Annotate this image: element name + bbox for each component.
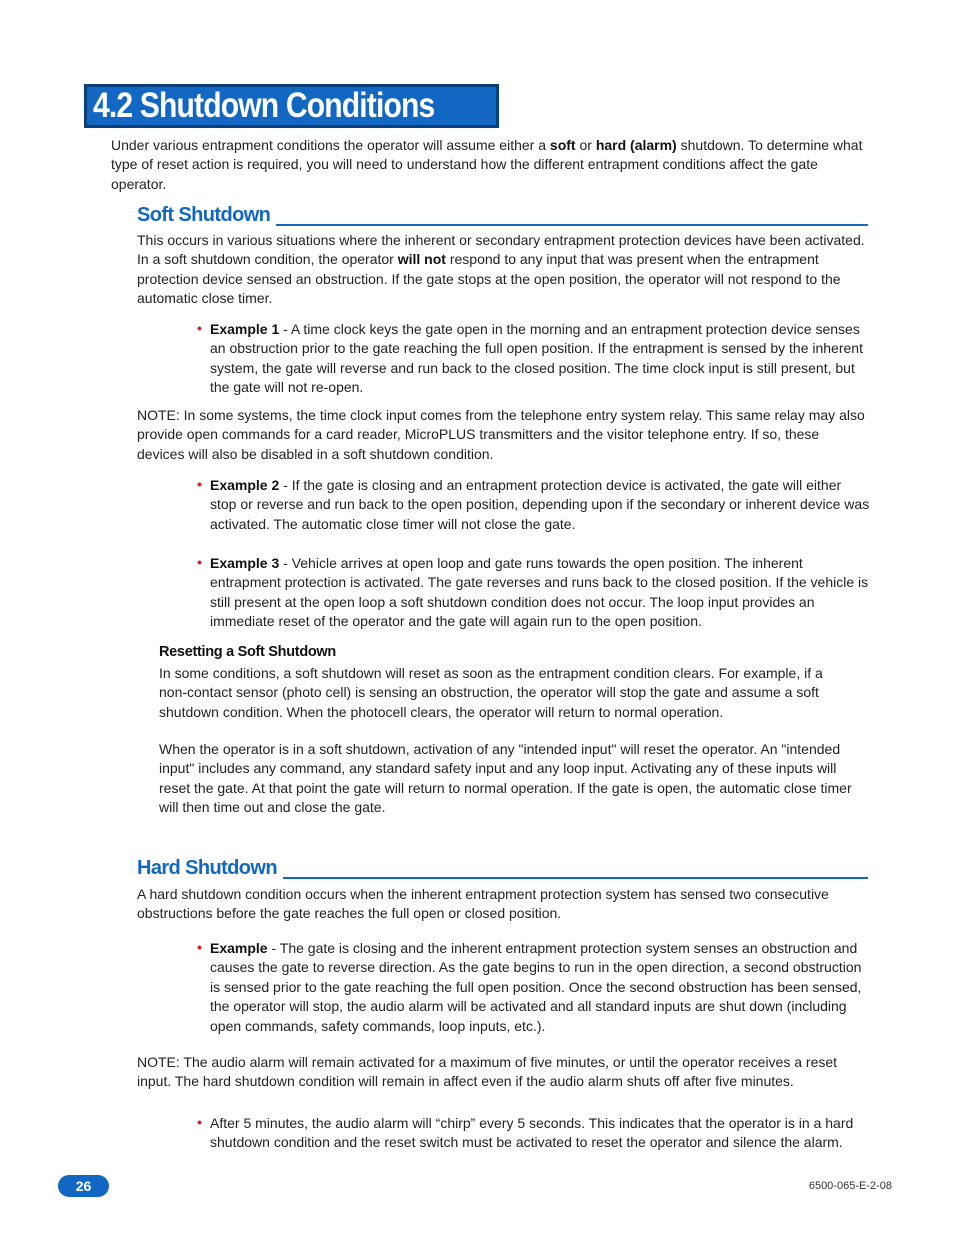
example-2-text: - If the gate is closing and an entrapment protection device is activated, the gate will either stop or reverse and run back to the open position, depending upon if the secondary or inherent device was activated. The automatic close timer will not close the gate. xyxy=(210,477,870,532)
soft-shutdown-paragraph xyxy=(137,231,867,309)
bullet-icon: • xyxy=(197,476,202,492)
hard-example-label: Example xyxy=(210,940,268,956)
example-1-text: - A time clock keys the gate open in the morning and an entrapment protection device senses an obstruction prior to the gate reaching the full open position. If the entrapment is sensed by the inherent system, the gate will reverse and run back to the closed position. The time clock input is still present, but the gate will not re-open. xyxy=(210,321,863,396)
bullet-icon: • xyxy=(197,939,202,955)
example-2 xyxy=(210,476,870,534)
reset-paragraph-1: In some conditions, a soft shutdown will reset as soon as the entrapment condition clears. For example, if a non-contact sensor (photo cell) is sensing an obstruction, the operator will stop the gate and assume a soft shutdown condition. When the photocell clears, the operator will return to normal operation. xyxy=(159,665,823,720)
soft-shutdown-heading-text: Soft Shutdown xyxy=(137,204,276,227)
bullet-icon: • xyxy=(197,1114,202,1130)
note-audio-alarm: NOTE: The audio alarm will remain activated for a maximum of five minutes, or until the operator receives a reset input. The hard shutdown condition will remain in affect even if the audio alarm shuts off after five minutes. xyxy=(137,1054,838,1090)
reset-paragraph-2: When the operator is in a soft shutdown, activation of any "intended input" will reset the operator. An "intended input" includes any command, any standard safety input and any loop input. Activating any of these inputs will reset the gate. At that point the gate will return to normal operation. If the gate is open, the automatic close timer will then time out and close the gate. xyxy=(159,741,852,816)
example-2-label: Example 2 xyxy=(210,477,280,493)
example-1-label: Example 1 xyxy=(210,321,280,337)
intro-text: shutdown. To determine what type of reset action is required, you will need to understand how the different entrapment conditions affect the gate operator. xyxy=(111,137,863,192)
example-3-label: Example 3 xyxy=(210,555,280,571)
note-time-clock: NOTE: In some systems, the time clock input comes from the telephone entry system relay. This same relay may also provide open commands for a card reader, MicroPLUS transmitters and the visitor telephone entry. If so, these devices will also be disabled in a soft shutdown condition. xyxy=(137,407,865,462)
page-number-badge xyxy=(58,1175,109,1197)
will-not-emphasis: will not xyxy=(397,251,446,268)
document-code: 6500-065-E-2-08 xyxy=(808,1180,892,1192)
intro-paragraph xyxy=(111,136,871,194)
intro-text: or xyxy=(575,137,596,153)
hard-shutdown-heading-text: Hard Shutdown xyxy=(137,857,283,880)
soft-shutdown-heading xyxy=(137,202,868,226)
page-number: 26 xyxy=(75,1178,92,1194)
page-title: 4.2 Shutdown Conditions xyxy=(93,86,435,125)
example-1 xyxy=(210,320,868,398)
example-3-text: - Vehicle arrives at open loop and gate runs towards the open position. The inherent entrapment protection is activated. The gate reverses and runs back to the closed position. If the vehicle is still present at the open loop a soft shutdown condition does not occur. The loop input provides an immediate reset of the operator and the gate will again run to the open position. xyxy=(210,555,869,630)
hard-shutdown-paragraph: A hard shutdown condition occurs when the inherent entrapment protection system has sensed two consecutive obstructions before the gate reaches the full open or closed position. xyxy=(137,886,829,922)
intro-text: Under various entrapment conditions the operator will assume either a xyxy=(111,137,550,153)
example-3 xyxy=(210,554,872,632)
soft-text: This occurs in various situations where the inherent or secondary entrapment protection devices have been activated. In a soft shutdown condition, the operator xyxy=(137,232,865,268)
bullet-icon: • xyxy=(197,554,202,570)
intro-soft-term: soft xyxy=(549,137,576,153)
soft-text: respond to any input that was present when the entrapment protection device sensed an obstruction. If the gate stops at the open position, the operator will not respond to the automatic close timer. xyxy=(137,251,841,307)
intro-hard-term: hard (alarm) xyxy=(595,137,677,153)
resetting-soft-shutdown-heading: Resetting a Soft Shutdown xyxy=(159,644,336,660)
hard-example-text: - The gate is closing and the inherent entrapment protection system senses an obstruction and causes the gate to reverse direction. As the gate begins to run in the open direction, a second obstruction is sensed prior to the gate reaching the full open position. Once the second obstruction has been sensed, the operator will stop, the audio alarm will be activated and all standard inputs are shut down (including open commands, safety commands, loop inputs, etc.). xyxy=(210,940,862,1034)
hard-shutdown-heading xyxy=(137,855,868,879)
hard-example xyxy=(210,939,864,1036)
page-title-box xyxy=(84,84,499,128)
after-five-minutes: After 5 minutes, the audio alarm will “chirp” every 5 seconds. This indicates that the operator is in a hard shutdown condition and the reset switch must be activated to reset the operator and silence the alarm. xyxy=(210,1115,854,1151)
bullet-icon: • xyxy=(197,320,202,336)
